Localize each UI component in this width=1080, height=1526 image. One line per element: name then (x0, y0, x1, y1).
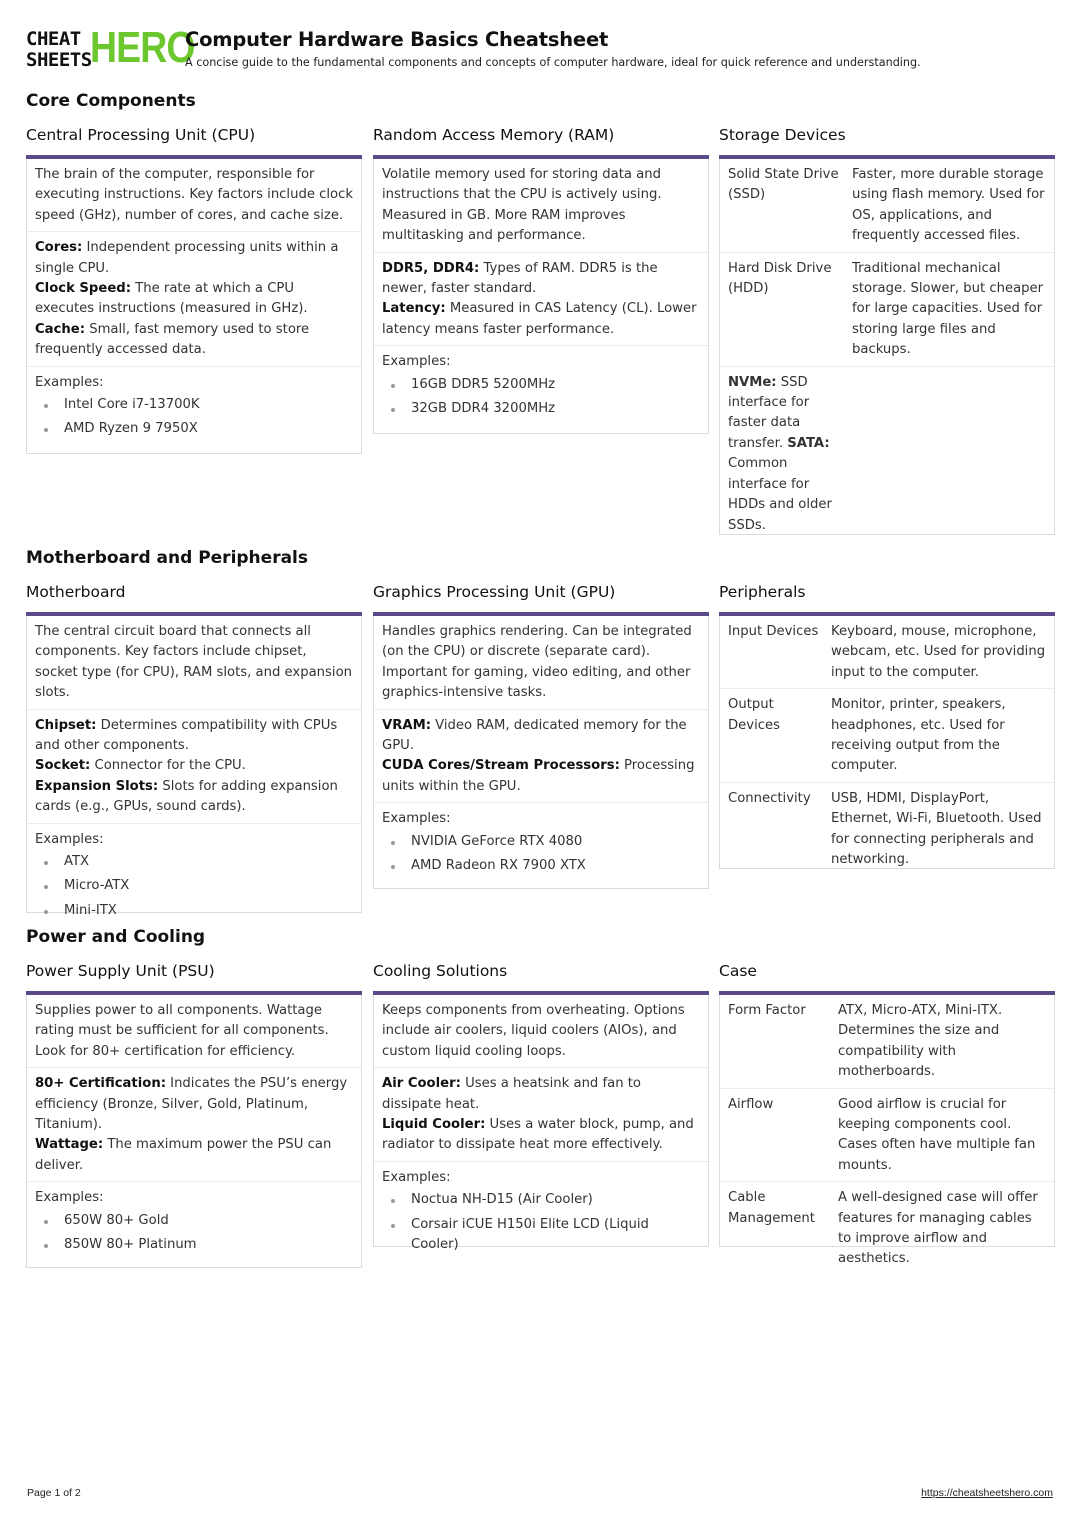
list-item: Mini-ITX (35, 901, 353, 921)
section-title-core: Core Components (26, 91, 196, 111)
term: CUDA Cores/Stream Processors: (382, 758, 620, 774)
examples-label: Examples: (382, 811, 451, 827)
term-line (382, 1074, 700, 1115)
card-heading: Cooling Solutions (373, 962, 508, 980)
terms-cell (27, 1068, 361, 1182)
card-heading: Motherboard (26, 583, 126, 601)
logo-line-sheets: SHEETS (26, 49, 92, 71)
intro-cell (374, 616, 708, 710)
intro-text: The central circuit board that connects all components. Key factors include chipset, socket type (for CPU), RAM slots, and expansion slots. (35, 624, 353, 701)
kv-table (720, 159, 1054, 541)
examples-label: Examples: (382, 1169, 451, 1185)
row-key: Airflow (720, 1088, 830, 1182)
term-desc: Types of RAM. DDR5 is the newer, faster standard. (382, 260, 658, 297)
term: SATA: (787, 435, 830, 451)
site-link[interactable]: https://cheatsheetshero.com (921, 1487, 1053, 1499)
kv-table (720, 995, 1054, 1275)
term-line (382, 1115, 700, 1156)
term-desc: Processing units within the GPU. (382, 758, 695, 794)
term: NVMe: (728, 374, 777, 390)
term-line (382, 716, 700, 757)
term-line (35, 1074, 353, 1135)
terms-cell (27, 710, 361, 824)
table-row (720, 616, 1054, 689)
card-cpu (26, 125, 362, 454)
intro-text: The brain of the computer, responsible for executing instructions. Key factors include clock speed (GHz), number of cores, and cache size. (35, 167, 354, 223)
row-value: USB, HDMI, DisplayPort, Ethernet, Wi-Fi, Bluetooth. Used for connecting peripherals and networking. (831, 790, 1042, 868)
term-desc: Independent processing units within a single CPU. (35, 240, 339, 276)
row-key: Form Factor (720, 995, 830, 1088)
term-line (382, 756, 700, 797)
term-line (382, 299, 700, 340)
row-empty (844, 366, 1054, 541)
intro-cell (374, 159, 708, 253)
table-row (720, 252, 1054, 366)
row-value: Faster, more durable storage using flash memory. Used for OS, applications, and frequently accessed files. (844, 159, 1054, 252)
row-terms (720, 366, 844, 541)
intro-text: Handles graphics rendering. Can be integrated (on the CPU) or discrete (separate card). Important for gaming, video editing, and other graphics-intensive tasks. (382, 624, 692, 701)
card-cooling (373, 961, 709, 1253)
card-body (719, 159, 1055, 535)
page-subtitle: A concise guide to the fundamental components and concepts of computer hardware, ideal for quick reference and understanding. (185, 56, 921, 69)
examples-label: Examples: (35, 1190, 104, 1206)
card-heading: Power Supply Unit (PSU) (26, 962, 215, 980)
intro-cell (27, 995, 361, 1068)
term: Chipset: (35, 717, 97, 733)
row-value: Keyboard, mouse, microphone, webcam, etc. Used for providing input to the computer. (823, 616, 1054, 689)
table-row (720, 689, 1054, 783)
page-title: Computer Hardware Basics Cheatsheet (185, 28, 609, 51)
intro-cell (374, 995, 708, 1068)
term-desc: Measured in CAS Latency (CL). Lower latency means faster performance. (382, 301, 697, 337)
term-line (35, 756, 353, 776)
term: Latency: (382, 301, 446, 317)
table-row (720, 1088, 1054, 1182)
table-row (720, 1182, 1054, 1275)
intro-cell (27, 159, 361, 232)
row-key: Input Devices (720, 616, 823, 689)
term-desc: Determines compatibility with CPUs and other components. (35, 717, 338, 754)
intro-text: Supplies power to all components. Wattage rating must be sufficient for all components. Look for 80+ certification for efficiency. (35, 1003, 329, 1059)
row-key: Output Devices (720, 689, 823, 783)
examples-list (382, 375, 700, 420)
term-line (382, 259, 700, 300)
page-header (26, 23, 1056, 74)
card-heading: Central Processing Unit (CPU) (26, 126, 256, 144)
card-motherboard (26, 582, 362, 918)
term-desc: Small, fast memory used to store frequently accessed data. (35, 321, 310, 358)
table-row (720, 995, 1054, 1088)
page-number: Page 1 of 2 (27, 1487, 81, 1499)
term-line (35, 320, 353, 361)
intro-cell (27, 616, 361, 710)
examples-cell (27, 367, 361, 449)
terms-cell (374, 1068, 708, 1162)
term-desc: SSD interface for faster data transfer. (728, 374, 810, 451)
table-row (720, 782, 1054, 875)
examples-cell (27, 824, 361, 931)
term: Socket: (35, 758, 91, 774)
term: Expansion Slots: (35, 778, 159, 794)
card-body (719, 616, 1055, 869)
section-title-mobo: Motherboard and Peripherals (26, 548, 308, 568)
terms-cell (374, 710, 708, 804)
list-item: AMD Radeon RX 7900 XTX (382, 856, 700, 876)
card-heading: Case (719, 962, 757, 980)
term: Clock Speed: (35, 281, 131, 297)
term: 80+ Certification: (35, 1076, 166, 1092)
term-desc: The rate at which a CPU executes instructions (measured in GHz). (35, 281, 308, 317)
examples-cell (374, 803, 708, 885)
term: Air Cooler: (382, 1076, 461, 1092)
examples-list (382, 832, 700, 877)
examples-list (382, 1190, 700, 1255)
examples-list (35, 395, 353, 440)
list-item: NVIDIA GeForce RTX 4080 (382, 832, 700, 852)
list-item: Intel Core i7-13700K (35, 395, 353, 415)
terms-cell (27, 232, 361, 366)
intro-text: Keeps components from overheating. Options include air coolers, liquid coolers (AIOs), and custom liquid cooling loops. (382, 1003, 685, 1059)
list-item: 32GB DDR4 3200MHz (382, 399, 700, 419)
kv-table (720, 616, 1054, 875)
term-desc: Slots for adding expansion cards (e.g., GPUs, sound cards). (35, 778, 338, 815)
logo-hero: HERO (90, 23, 195, 72)
row-key: Solid State Drive (SSD) (720, 159, 844, 252)
term: Liquid Cooler: (382, 1117, 486, 1133)
term-desc: Uses a water block, pump, and radiator to dissipate heat more effectively. (382, 1117, 694, 1153)
card-heading: Random Access Memory (RAM) (373, 126, 615, 144)
section-title-power: Power and Cooling (26, 927, 206, 947)
term-line (35, 279, 353, 320)
term-desc: Connector for the CPU. (90, 758, 246, 774)
card-heading: Peripherals (719, 583, 806, 601)
examples-cell (374, 1162, 708, 1265)
examples-label: Examples: (35, 374, 104, 390)
logo-text (26, 29, 92, 71)
terms-cell (374, 253, 708, 347)
cheatsheetshero-logo[interactable] (26, 23, 195, 72)
examples-label: Examples: (35, 831, 104, 847)
intro-text: Volatile memory used for storing data and instructions that the CPU is actively using. Measured in GB. More RAM improves multitasking and performance. (382, 167, 662, 244)
term-line (35, 1135, 353, 1176)
card-body (373, 616, 709, 889)
row-key: Connectivity (728, 790, 811, 806)
table-row (720, 366, 1054, 541)
term: Cores: (35, 240, 83, 256)
term-desc: Video RAM, dedicated memory for the GPU. (382, 717, 687, 754)
row-key: Cable Management (728, 1190, 815, 1226)
term: DDR5, DDR4: (382, 260, 480, 276)
row-value: Monitor, printer, speakers, headphones, etc. Used for receiving output from the computer. (823, 689, 1054, 783)
card-case (719, 961, 1055, 1267)
examples-cell (27, 1182, 361, 1264)
term: VRAM: (382, 717, 431, 733)
term-desc: Common interface for HDDs and older SSDs. (728, 456, 832, 533)
card-body (373, 995, 709, 1253)
list-item: 850W 80+ Platinum (35, 1235, 353, 1255)
list-item: Corsair iCUE H150i Elite LCD (Liquid Cooler) (382, 1215, 700, 1256)
logo-line-cheat: CHEAT (26, 28, 81, 50)
card-body (26, 995, 362, 1268)
term-desc: The maximum power the PSU can deliver. (35, 1137, 332, 1173)
card-body (26, 616, 362, 918)
examples-label: Examples: (382, 354, 451, 370)
row-value: A well-designed case will offer features for managing cables to improve airflow and aesthetics. (838, 1190, 1038, 1267)
card-ram (373, 125, 709, 434)
card-gpu (373, 582, 709, 889)
list-item: ATX (35, 852, 353, 872)
list-item: Micro-ATX (35, 876, 353, 896)
examples-list (35, 852, 353, 921)
card-body (26, 159, 362, 454)
card-psu (26, 961, 362, 1268)
list-item: 16GB DDR5 5200MHz (382, 375, 700, 395)
examples-list (35, 1211, 353, 1256)
card-peripherals (719, 582, 1055, 869)
list-item: AMD Ryzen 9 7950X (35, 419, 353, 439)
card-storage (719, 125, 1055, 535)
term-desc: Uses a heatsink and fan to dissipate heat. (382, 1076, 641, 1112)
term-line (35, 238, 353, 279)
term-line (35, 716, 353, 757)
list-item: 650W 80+ Gold (35, 1211, 353, 1231)
row-key: Hard Disk Drive (HDD) (720, 252, 844, 366)
card-heading: Storage Devices (719, 126, 846, 144)
row-value: Traditional mechanical storage. Slower, but cheaper for large capacities. Used for storing large files and backups. (844, 252, 1054, 366)
card-body (373, 159, 709, 434)
card-heading: Graphics Processing Unit (GPU) (373, 583, 616, 601)
row-value: Good airflow is crucial for keeping components cool. Cases often have multiple fan mounts. (830, 1088, 1054, 1182)
term: Wattage: (35, 1137, 104, 1153)
examples-cell (374, 346, 708, 428)
row-value: ATX, Micro-ATX, Mini-ITX. Determines the size and compatibility with motherboards. (830, 995, 1054, 1088)
term-line (35, 777, 353, 818)
card-body (719, 995, 1055, 1267)
list-item: Noctua NH-D15 (Air Cooler) (382, 1190, 700, 1210)
table-row (720, 159, 1054, 252)
term: Cache: (35, 321, 86, 337)
term-desc: Indicates the PSU’s energy efficiency (Bronze, Silver, Gold, Platinum, Titanium). (35, 1076, 348, 1133)
